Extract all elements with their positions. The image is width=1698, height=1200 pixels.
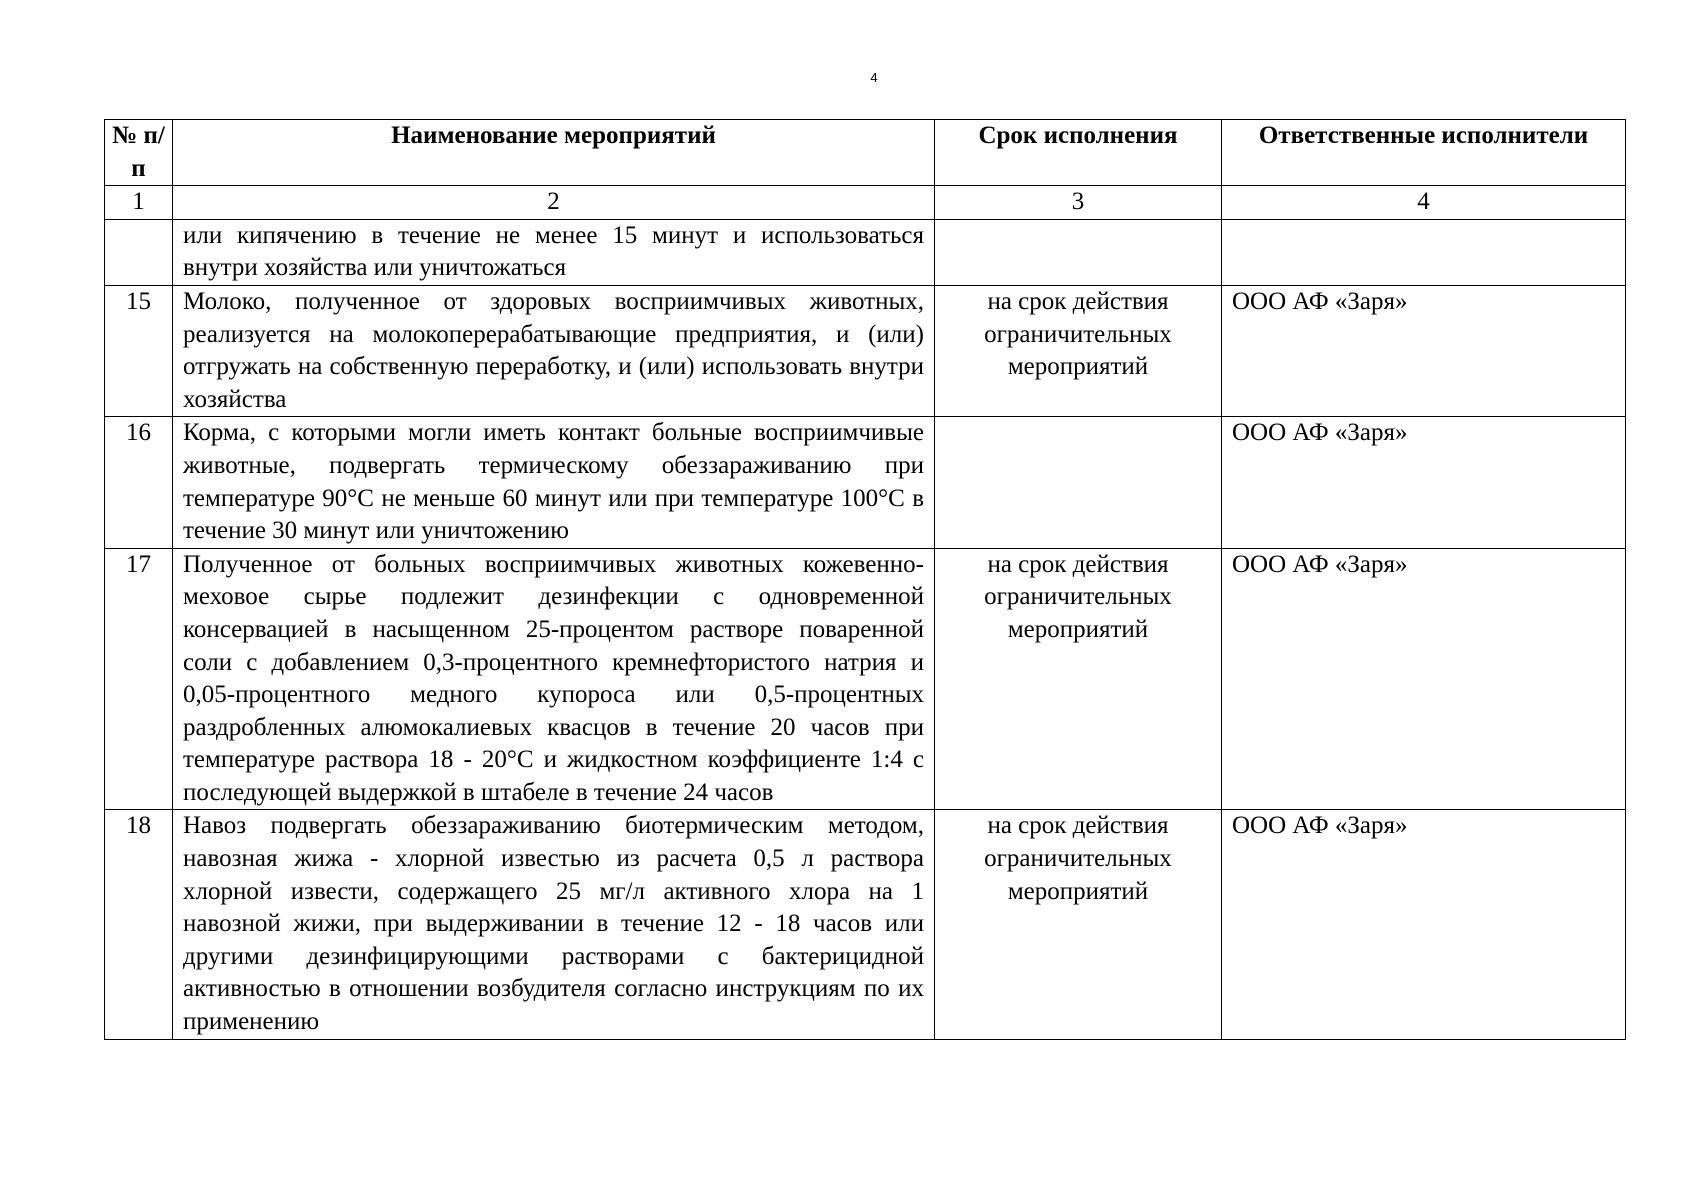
column-number: 2 [173,186,935,220]
table-row [105,285,1626,416]
row-number: 18 [105,810,173,1039]
measure-responsible: ООО АФ «Заря» [1222,285,1626,416]
table-row [105,417,1626,548]
column-number: 4 [1222,186,1626,220]
column-numbers-row [105,186,1626,220]
measure-term [935,219,1222,285]
measure-text: Молоко, полученное от здоровых восприимчивых животных, реализуется на молокоперерабатывающие предприятия, и (или) отгружать на собственную переработку, и (или) использовать внутри хозяйства [173,285,935,416]
table-header-row [105,120,1626,186]
page-number: 4 [870,70,878,85]
measure-term: на срок действия ограничительных мероприятий [935,285,1222,416]
row-number [105,219,173,285]
measure-term [935,417,1222,548]
column-number: 1 [105,186,173,220]
measure-term: на срок действия ограничительных мероприятий [935,810,1222,1039]
header-term: Срок исполнения [935,120,1222,186]
measures-table [104,119,1626,1040]
measure-responsible: ООО АФ «Заря» [1222,548,1626,810]
measure-responsible [1222,219,1626,285]
measure-responsible: ООО АФ «Заря» [1222,810,1626,1039]
table-row [105,219,1626,285]
row-number: 16 [105,417,173,548]
measure-text: Полученное от больных восприимчивых животных кожевенно-меховое сырье подлежит дезинфекции с одновременной консервацией в насыщенном 25-процентом растворе поваренной соли с добавлением 0,3-процентного кремнефтористого натрия и 0,05-процентного медного купороса или 0,5-процентных раздробленных алюмокалиевых квасцов в течение 20 часов при температуре раствора 18 - 20°С и жидкостном коэффициенте 1:4 с последующей выдержкой в штабеле в течение 24 часов [173,548,935,810]
header-responsible: Ответственные исполнители [1222,120,1626,186]
row-number: 15 [105,285,173,416]
measure-text: Корма, с которыми могли иметь контакт больные восприимчивые животные, подвергать термическому обеззараживанию при температуре 90°С не меньше 60 минут или при температуре 100°С в течение 30 минут или уничтожению [173,417,935,548]
measure-term: на срок действия ограничительных мероприятий [935,548,1222,810]
measure-text: или кипячению в течение не менее 15 минут и использоваться внутри хозяйства или уничтожаться [173,219,935,285]
header-name: Наименование мероприятий [173,120,935,186]
table-row [105,548,1626,810]
column-number: 3 [935,186,1222,220]
measure-text: Навоз подвергать обеззараживанию биотермическим методом, навозная жижа - хлорной известью из расчета 0,5 л раствора хлорной извести, содержащего 25 мг/л активного хлора на 1 навозной жижи, при выдерживании в течение 12 - 18 часов или другими дезинфицирующими растворами с бактерицидной активностью в отношении возбудителя согласно инструкциям по их применению [173,810,935,1039]
measure-responsible: ООО АФ «Заря» [1222,417,1626,548]
row-number: 17 [105,548,173,810]
table-row [105,810,1626,1039]
header-num: № п/п [105,120,173,186]
